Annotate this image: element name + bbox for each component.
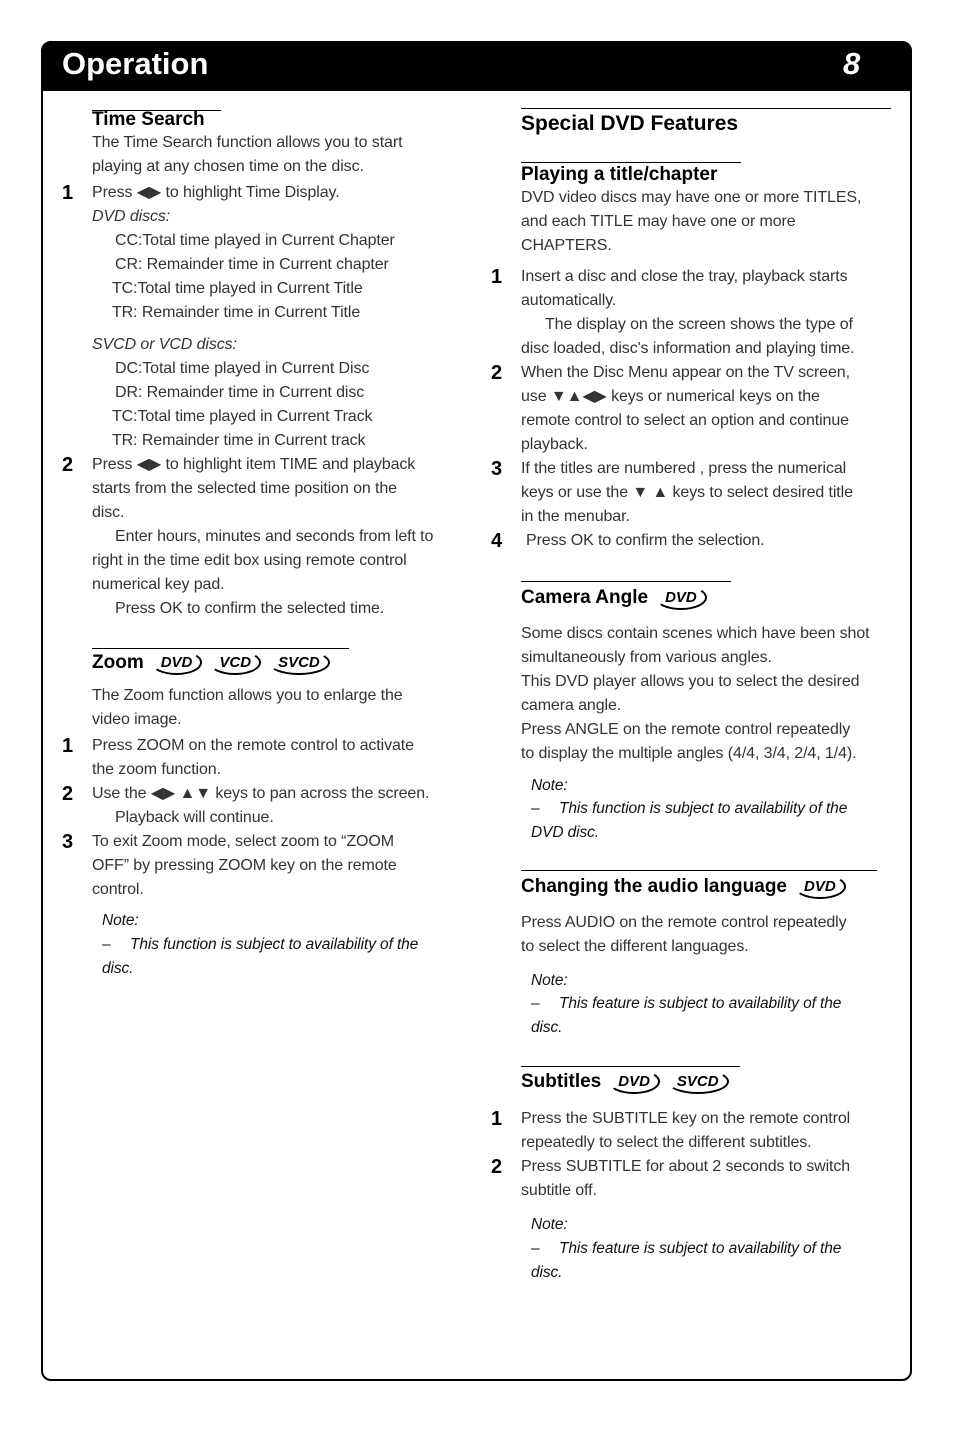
- camera-paragraph: Some discs contain scenes which have been shot simultaneously from various angles.: [521, 625, 870, 666]
- step-text: Press ZOOM on the remote control to activate the zoom function.: [92, 737, 414, 778]
- page-title: Operation: [62, 46, 209, 81]
- step-number: 2: [62, 454, 74, 476]
- step-text: Press OK to confirm the selection.: [526, 532, 765, 549]
- dvd-logo-icon: DVD: [151, 650, 203, 675]
- enter-time-text: Enter hours, minutes and seconds from left to right in the time edit box using remote control numerical key pad.: [92, 528, 434, 593]
- special-features-title: Special DVD Features: [521, 112, 739, 135]
- step-number: 3: [491, 458, 503, 480]
- section-rule: [521, 1066, 740, 1067]
- note-text: This function is subject to availability of the DVD disc.: [531, 800, 848, 841]
- step-subtext: Playback will continue.: [115, 809, 274, 826]
- note-dash: –: [531, 1240, 540, 1257]
- step-text: Press the SUBTITLE key on the remote control repeatedly to select the different subtitles.: [521, 1110, 851, 1151]
- subtitles-heading: Subtitles: [521, 1070, 602, 1092]
- step-number: 3: [62, 831, 74, 853]
- step-number: 4: [491, 530, 503, 552]
- list-item: TR: Remainder time in Current Title: [112, 304, 361, 321]
- note-dash: –: [531, 800, 540, 817]
- note-text: This function is subject to availability of the disc.: [102, 936, 419, 977]
- dvd-logo-icon: DVD: [794, 874, 846, 899]
- step-text: Insert a disc and close the tray, playback starts automatically.: [521, 268, 848, 309]
- step-text: Press SUBTITLE for about 2 seconds to switch subtitle off.: [521, 1158, 851, 1199]
- dvd-discs-label: DVD discs:: [92, 208, 171, 225]
- playing-title-heading: Playing a title/chapter: [521, 164, 718, 185]
- note-dash: –: [102, 936, 111, 953]
- section-rule: [521, 870, 877, 871]
- note-label: Note:: [102, 912, 139, 929]
- step-text: If the titles are numbered , press the numerical keys or use the ▼ ▲ keys to select desired title in the menubar.: [521, 460, 853, 525]
- step-number: 1: [62, 182, 74, 204]
- section-rule: [92, 648, 349, 649]
- step-number: 1: [491, 1108, 503, 1130]
- time-search-intro: The Time Search function allows you to start playing at any chosen time on the disc.: [92, 134, 403, 175]
- playing-intro: DVD video discs may have one or more TITLES, and each TITLE may have one or more CHAPTERS.: [521, 189, 862, 254]
- camera-angle-heading-row: [521, 585, 707, 610]
- step-text: Use the ◀▶ ▲▼ keys to pan across the screen.: [92, 785, 430, 802]
- zoom-heading-row: [92, 650, 330, 675]
- audio-language-heading-row: [521, 874, 846, 899]
- step-subtext: The display on the screen shows the type of disc loaded, disc's information and playing time.: [521, 316, 855, 357]
- note-label: Note:: [531, 1216, 568, 1233]
- svcd-logo-icon: SVCD: [667, 1069, 729, 1094]
- audio-paragraph: Press AUDIO on the remote control repeatedly to select the different languages.: [521, 914, 847, 955]
- page-number: 8: [843, 46, 861, 81]
- svcd-logo-icon: SVCD: [268, 650, 330, 675]
- camera-paragraph: This DVD player allows you to select the desired camera angle.: [521, 673, 860, 714]
- list-item: TR: Remainder time in Current track: [112, 432, 366, 449]
- list-item: CR: Remainder time in Current chapter: [115, 256, 389, 273]
- note-label: Note:: [531, 777, 568, 794]
- list-item: TC:Total time played in Current Track: [112, 408, 373, 425]
- step-text: Press ◀▶ to highlight Time Display.: [92, 184, 340, 201]
- step-text: When the Disc Menu appear on the TV screen, use ▼▲◀▶ keys or numerical keys on the remote control to select an option and continue playback.: [521, 364, 850, 453]
- note-text: This feature is subject to availability of the disc.: [531, 995, 842, 1036]
- camera-angle-heading: Camera Angle: [521, 586, 649, 608]
- dvd-logo-icon: DVD: [608, 1069, 660, 1094]
- list-item: CC:Total time played in Current Chapter: [115, 232, 395, 249]
- section-rule: [521, 581, 731, 582]
- step-number: 2: [62, 783, 74, 805]
- step-number: 2: [491, 362, 503, 384]
- section-rule: [521, 108, 891, 109]
- zoom-intro: The Zoom function allows you to enlarge the video image.: [92, 687, 403, 728]
- camera-paragraph: Press ANGLE on the remote control repeatedly to display the multiple angles (4/4, 3/4, 2/4, 1/4).: [521, 721, 857, 762]
- vcd-discs-label: SVCD or VCD discs:: [92, 336, 237, 353]
- step-text: Press ◀▶ to highlight item TIME and playback starts from the selected time position on the disc.: [92, 456, 416, 521]
- note-text: This feature is subject to availability of the disc.: [531, 1240, 842, 1281]
- confirm-time-text: Press OK to confirm the selected time.: [115, 600, 385, 617]
- step-text: To exit Zoom mode, select zoom to “ZOOM OFF” by pressing ZOOM key on the remote control.: [92, 833, 397, 898]
- time-search-heading: Time Search: [92, 109, 205, 130]
- zoom-heading: Zoom: [92, 651, 144, 673]
- list-item: DR: Remainder time in Current disc: [115, 384, 365, 401]
- list-item: TC:Total time played in Current Title: [112, 280, 363, 297]
- subtitles-heading-row: [521, 1069, 729, 1094]
- step-number: 2: [491, 1156, 503, 1178]
- dvd-logo-icon: DVD: [655, 585, 707, 610]
- audio-language-heading: Changing the audio language: [521, 875, 787, 897]
- note-label: Note:: [531, 972, 568, 989]
- step-number: 1: [62, 735, 74, 757]
- note-dash: –: [531, 995, 540, 1012]
- list-item: DC:Total time played in Current Disc: [115, 360, 370, 377]
- vcd-logo-icon: VCD: [209, 650, 261, 675]
- step-number: 1: [491, 266, 503, 288]
